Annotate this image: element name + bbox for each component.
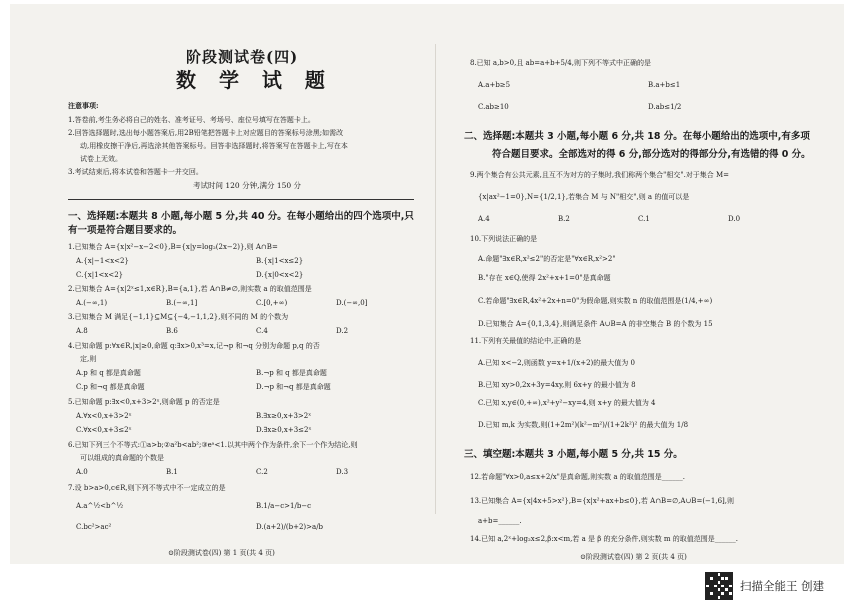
notice-line: 动,用橡皮擦干净后,再选涂其他答案标号。回答非选择题时,将答案写在答题卡上,写在本 bbox=[80, 142, 348, 150]
notice-line: 2.回答选择题时,选出每小题答案后,用2B铅笔把答题卡上对应题目的答案标号涂黑;如需改 bbox=[68, 129, 344, 137]
option: C.[0,+∞) bbox=[256, 299, 288, 307]
option: D.已知集合 A={0,1,3,4},则满足条件 A∪B=A 的非空集合 B 的个数为 15 bbox=[478, 320, 713, 328]
question-stem: 14.已知 a,2ˣ+log₂x≤2,β:x<m,若 a 是 β 的充分条件,则实数 m 的取值范围是______. bbox=[470, 535, 739, 543]
exam-title: 阶段测试卷(四) bbox=[186, 48, 299, 66]
option: A.{x|−1<x<2} bbox=[76, 257, 129, 265]
option: A.p 和 q 都是真命题 bbox=[76, 369, 141, 377]
option: C.4 bbox=[256, 327, 268, 335]
option: B.(−∞,1] bbox=[166, 299, 198, 307]
section-heading: 有一项是符合题目要求的。 bbox=[68, 225, 183, 236]
notice-heading: 注意事项: bbox=[68, 101, 99, 110]
option: D.(−∞,0] bbox=[336, 299, 368, 307]
divider bbox=[68, 199, 414, 200]
scanned-exam-sheet bbox=[10, 4, 844, 564]
option: A.a^½<b^½ bbox=[76, 502, 124, 510]
question-stem: 6.已知下列三个不等式:①a>b;②a²b<ab²;③eᵃ<1.以其中两个作为条件,余下一个作为结论,则 bbox=[68, 441, 358, 449]
section-heading: 一、选择题:本题共 8 小题,每小题 5 分,共 40 分。在每小题给出的四个选项中,只 bbox=[68, 211, 414, 222]
option: B.1/a−c>1/b−c bbox=[256, 502, 312, 510]
question-stem: 9.两个集合有公共元素,且互不为对方的子集时,我们称两个集合"相交".对于集合 M= bbox=[470, 171, 730, 179]
question-stem: {x|ax²−1=0},N={1/2,1},若集合 M 与 N"相交",则 a 的值可以是 bbox=[478, 193, 690, 201]
option: B.{x|1<x≤2} bbox=[256, 257, 304, 265]
option: A.∀x<0,x+3>2ˣ bbox=[76, 412, 132, 420]
question-stem: 8.已知 a,b>0,且 ab=a+b+5/4,则下列不等式中正确的是 bbox=[470, 59, 651, 67]
question-stem: 可以组成的真命题的个数是 bbox=[80, 454, 164, 462]
section-heading: 符合题目要求。全部选对的得 6 分,部分选对的得部分分,有选错的得 0 分。 bbox=[492, 149, 811, 160]
option: D.ab≤1/2 bbox=[648, 103, 682, 111]
option: A.命题"∃x∈R,x²≤2"的否定是"∀x∈R,x²>2" bbox=[478, 255, 616, 263]
question-stem: 2.已知集合 A={x|2ˣ≤1,x∈R},B={a,1},若 A∩B≠∅,则实数 a 的取值范围是 bbox=[68, 285, 312, 293]
option: D.已知 m,k 为实数,则(1+2m²)(k²−m²)/(1+2k²)² 的最大值为 1/8 bbox=[478, 421, 689, 429]
option: B."存在 x∈Q,使得 2x²+x+1=0"是真命题 bbox=[478, 274, 611, 282]
scanner-watermark: 扫描全能王 创建 bbox=[740, 579, 825, 593]
option: C.bc²>ac² bbox=[76, 523, 112, 531]
option: D.∃x≥0,x+3≤2ˣ bbox=[256, 426, 312, 434]
option: C.∀x<0,x+3≤2ˣ bbox=[76, 426, 132, 434]
exam-info: 考试时间 120 分钟,满分 150 分 bbox=[193, 181, 302, 190]
page-footer: ⊙阶段测试卷(四) 第 1 页(共 4 页) bbox=[168, 549, 275, 557]
option: B.∃x≥0,x+3>2ˣ bbox=[256, 412, 312, 420]
question-stem: 12.若命题"∀x>0,a≤x+2/x"是真命题,则实数 a 的取值范围是______. bbox=[470, 473, 685, 481]
option: D.3 bbox=[336, 468, 349, 476]
option: D.(a+2)/(b+2)>a/b bbox=[256, 523, 324, 531]
option: A.已知 x<−2,则函数 y=x+1/(x+2)的最大值为 0 bbox=[478, 359, 635, 367]
exam-subject: 数 学 试 题 bbox=[176, 68, 333, 92]
question-stem: 5.已知命题 p:∃x<0,x+3>2ˣ,则命题 p 的否定是 bbox=[68, 398, 220, 406]
question-stem: 7.设 b>a>0,c∈R,则下列不等式中不一定成立的是 bbox=[68, 484, 226, 492]
option: D.2 bbox=[336, 327, 349, 335]
option: A.0 bbox=[76, 468, 88, 476]
question-stem: a+b=______. bbox=[478, 517, 522, 525]
question-stem: 定,则 bbox=[80, 355, 97, 363]
option: B.1 bbox=[166, 468, 178, 476]
section-heading: 三、填空题:本题共 3 小题,每小题 5 分,共 15 分。 bbox=[464, 449, 683, 460]
notice-line: 1.答卷前,考生务必将自己的姓名、准考证号、考场号、座位号填写在答题卡上。 bbox=[68, 116, 315, 124]
option: C.1 bbox=[638, 215, 650, 223]
option: C.p 和¬q 都是真命题 bbox=[76, 383, 145, 391]
notice-line: 3.考试结束后,将本试卷和答题卡一并交回。 bbox=[68, 168, 203, 176]
page-footer: ⊙阶段测试卷(四) 第 2 页(共 4 页) bbox=[580, 553, 687, 561]
option: C.2 bbox=[256, 468, 268, 476]
option: B.6 bbox=[166, 327, 178, 335]
question-stem: 3.已知集合 M 满足{−1,1}⊆M⊆{−4,−1,1,2},则不同的 M 的个数为 bbox=[68, 313, 289, 321]
option: B.a+b≤1 bbox=[648, 81, 681, 89]
option: D.{x|0<x<2} bbox=[256, 271, 304, 279]
question-stem: 10.下列说法正确的是 bbox=[470, 235, 538, 243]
option: C.{x|1<x<2} bbox=[76, 271, 124, 279]
notice-line: 试卷上无效。 bbox=[80, 155, 122, 163]
question-stem: 4.已知命题 p:∀x∈R,|x|≥0,命题 q:∃x>0,x³=x,记¬p 和¬q 分别为命题 p,q 的否 bbox=[68, 342, 320, 350]
option: B.¬p 和 q 都是真命题 bbox=[256, 369, 327, 377]
option: A.4 bbox=[478, 215, 490, 223]
qr-code-icon bbox=[705, 572, 733, 600]
question-stem: 11.下列有关最值的结论中,正确的是 bbox=[470, 337, 582, 345]
option: A.(−∞,1) bbox=[76, 299, 108, 307]
fold-line bbox=[435, 44, 436, 514]
option: B.2 bbox=[558, 215, 570, 223]
section-heading: 二、选择题:本题共 3 小题,每小题 6 分,共 18 分。在每小题给出的选项中,有多项 bbox=[464, 131, 810, 142]
question-stem: 1.已知集合 A={x|x²−x−2<0},B={x|y=log₂(2x−2)},则 A∩B= bbox=[68, 243, 278, 251]
option: C.ab≥10 bbox=[478, 103, 509, 111]
option: A.a+b≥5 bbox=[478, 81, 511, 89]
option: C.若命题"∃x∈R,4x²+2x+n=0"为假命题,则实数 n 的取值范围是(1/4,+∞) bbox=[478, 297, 713, 305]
option: B.已知 xy>0,2x+3y=4xy,则 6x+y 的最小值为 8 bbox=[478, 381, 636, 389]
option: C.已知 x,y∈(0,+∞),x²+y²−xy=4,则 x+y 的最大值为 4 bbox=[478, 399, 656, 407]
question-stem: 13.已知集合 A={x|4x+5>x²},B={x|x²+ax+b≤0},若 A∩B=∅,A∪B=(−1,6],则 bbox=[470, 497, 735, 505]
option: A.8 bbox=[76, 327, 88, 335]
option: D.0 bbox=[728, 215, 741, 223]
option: D.¬p 和¬q 都是真命题 bbox=[256, 383, 331, 391]
